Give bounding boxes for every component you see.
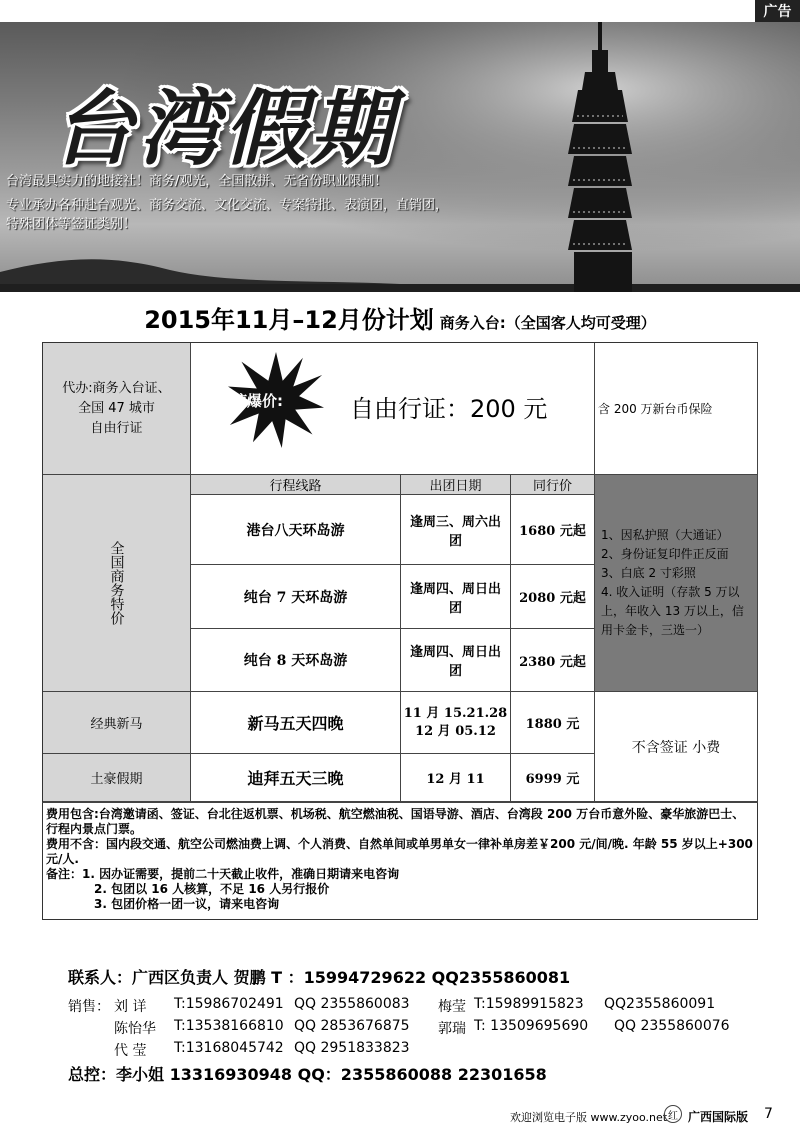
- main-contact: 联系人：广西区负责人 贺鹏 T ：15994729622 QQ2355860081: [68, 968, 571, 987]
- sales-phone: T:13168045742: [174, 1040, 284, 1056]
- route-cell: 港台八天环岛游: [191, 495, 401, 565]
- footer-browse: 欢迎浏览电子版 www.zyoo.net: [510, 1111, 668, 1124]
- sales-phone: T: 13509695690: [474, 1018, 589, 1034]
- date-line: 12 月 05.12: [415, 723, 496, 739]
- requirement-item: 3、白底 2 寸彩照: [601, 566, 696, 580]
- hero-line-3: 特殊团体等签证类别！: [6, 217, 137, 232]
- agency-label-line: 自由行证: [90, 420, 143, 436]
- sales-name: 刘 详: [114, 999, 147, 1015]
- price-cell: 2380 元起: [511, 629, 595, 692]
- sales-name: 郭瑞: [438, 1021, 466, 1037]
- note-item: 2. 包团以 16 人核算，不足 16 人另行报价: [94, 882, 330, 896]
- extra-label: 土豪假期: [43, 754, 191, 802]
- sales-row: [68, 1018, 788, 1040]
- business-side-label-text: 全国商务特价: [108, 541, 125, 625]
- contact-section: [68, 965, 788, 1085]
- plan-subtitle: 商务入台:（全国客人均可受理）: [439, 314, 656, 332]
- date-cell: 逢周三、周六出团: [401, 495, 511, 565]
- route-cell: 新马五天四晚: [191, 692, 401, 754]
- free-travel-price: 自由行证：200 元: [350, 395, 548, 423]
- note-item: 3. 包团价格一团一议，请来电咨询: [94, 897, 280, 911]
- sales-phone: T:15989915823: [474, 996, 584, 1012]
- price-cell: 2080 元起: [511, 565, 595, 629]
- sales-name: 代 莹: [114, 1043, 147, 1059]
- page-number: 7: [764, 1106, 773, 1122]
- sales-name: 陈怡华: [114, 1021, 156, 1037]
- price-cell: 1680 元起: [511, 495, 595, 565]
- sales-qq: QQ 2951833823: [294, 1040, 410, 1056]
- sales-row: [68, 996, 788, 1018]
- date-cell: 逢周四、周日出团: [401, 629, 511, 692]
- sales-label: 销售：: [68, 999, 110, 1015]
- sales-qq: QQ 2355860076: [614, 1018, 730, 1034]
- publisher-logo-icon: 红: [664, 1105, 682, 1123]
- extra-label: 经典新马: [43, 692, 191, 754]
- date-cell: 逢周四、周日出团: [401, 565, 511, 629]
- business-side-label: [43, 475, 191, 692]
- route-cell: 纯台 7 天环岛游: [191, 565, 401, 629]
- header-price: 同行价: [511, 475, 595, 495]
- route-cell: 迪拜五天三晚: [191, 754, 401, 802]
- price-cell: 6999 元: [511, 754, 595, 802]
- header-date: 出团日期: [401, 475, 511, 495]
- route-cell: 纯台 8 天环岛游: [191, 629, 401, 692]
- fee-excluded: 费用不含：国内段交通、航空公司燃油费上调、个人消费、自然单间或单男单女一律补单房差￥200 元/间/晚. 年龄 55 岁以上+300 元/人.: [46, 837, 753, 866]
- general-control: 总控：李小姐 13316930948 QQ：2355860088 22301658: [68, 1065, 547, 1084]
- plan-header: [0, 300, 800, 335]
- requirement-item: 4. 收入证明（存款 5 万以上，年收入 13 万以上，信用卡金卡，三选一）: [601, 585, 744, 637]
- note-item: 1. 因办证需要，提前二十天截止收件，准确日期请来电咨询: [82, 867, 400, 881]
- note-label: 备注：: [46, 867, 83, 881]
- requirement-item: 2、身份证复印件正反面: [601, 547, 729, 561]
- date-cell: [401, 692, 511, 754]
- sales-qq: QQ2355860091: [604, 996, 716, 1012]
- hero-line-1: 台湾最具实力的地接社！商务/观光，全国散拼、无省份职业限制！: [6, 174, 388, 189]
- requirement-item: 1、因私护照（大通证）: [601, 528, 729, 542]
- ad-tag: 广告: [755, 0, 800, 22]
- extra-note: 不含签证 小费: [595, 692, 758, 802]
- sales-qq: QQ 2355860083: [294, 996, 410, 1012]
- date-cell: 12 月 11: [401, 754, 511, 802]
- date-line: 11 月 15.21.28: [403, 705, 508, 721]
- sales-qq: QQ 2853676875: [294, 1018, 410, 1034]
- hero-title: 台湾假期: [52, 82, 396, 177]
- sales-phone: T:15986702491: [174, 996, 284, 1012]
- hero-banner: [0, 22, 800, 292]
- price-cell: 1880 元: [511, 692, 595, 754]
- agency-label-line: 全国 47 城市: [78, 400, 155, 416]
- burst-price-label: 惊爆价:: [232, 392, 283, 410]
- hero-line-2: 专业承办各种赴台观光、商务交流、文化交流、专案特批、表演团，直销团，: [6, 198, 449, 213]
- fee-details: [42, 802, 758, 920]
- fee-included: 费用包含:台湾邀请函、签证、台北往返机票、机场税、航空燃油税、国语导游、酒店、台湾段 200 万台币意外险、豪华旅游巴士、行程内景点门票。: [46, 807, 745, 836]
- footer: [0, 1100, 800, 1126]
- requirements-list: [595, 475, 758, 692]
- agency-label: [43, 343, 191, 475]
- sales-row: [68, 1040, 788, 1062]
- agency-label-line: 代办:商务入台证、: [62, 380, 171, 396]
- plan-title: 2015年11月–12月份计划: [144, 306, 434, 334]
- header-route: 行程线路: [191, 475, 401, 495]
- sales-phone: T:13538166810: [174, 1018, 284, 1034]
- sales-name: 梅莹: [438, 999, 466, 1015]
- footer-edition: 广西国际版: [688, 1110, 749, 1124]
- insurance-note: 含 200 万新台币保险: [598, 402, 713, 416]
